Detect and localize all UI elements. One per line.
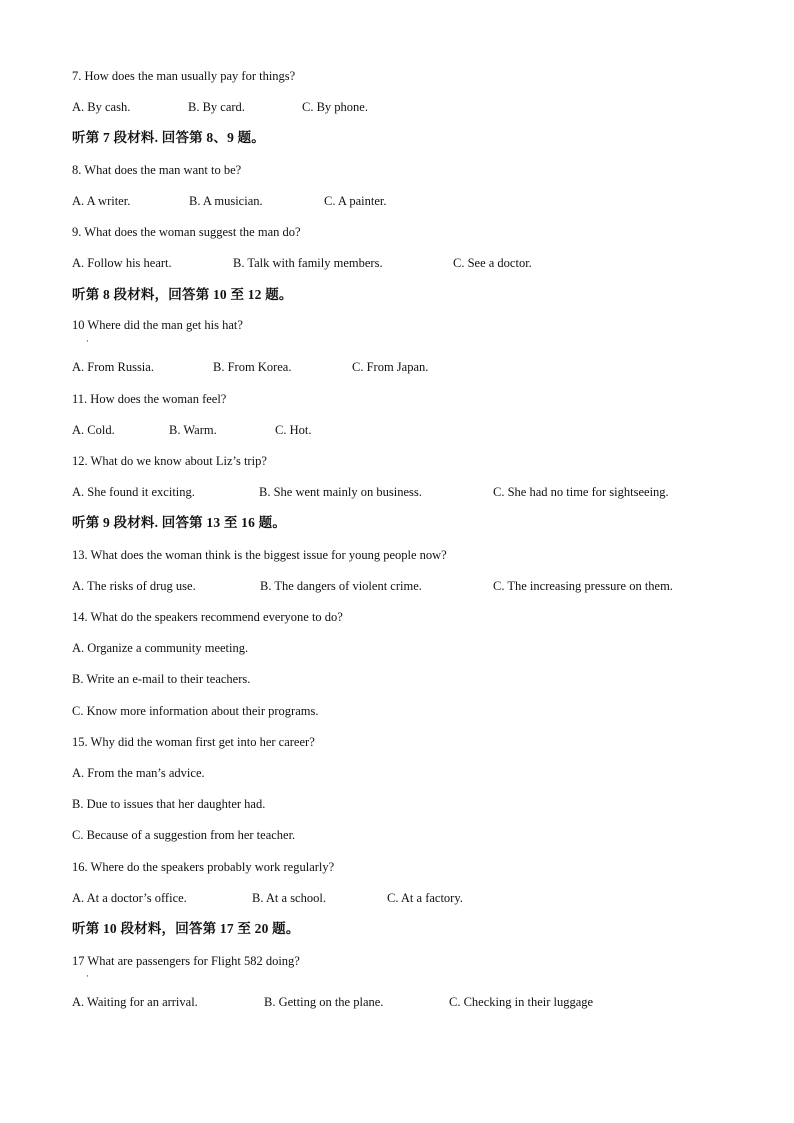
option-c: C. Know more information about their programs. — [72, 704, 319, 718]
question-text: 12. What do we know about Liz’s trip? — [72, 454, 267, 468]
section-heading-10: 听第 10 段材料，回答第 17 至 20 题。 — [72, 921, 300, 936]
question-text: 10 Where did the man get his hat? — [72, 318, 243, 332]
option-b: B. From Korea. — [213, 360, 292, 374]
option-b: B. She went mainly on business. — [259, 485, 422, 499]
option-a: A. Organize a community meeting. — [72, 641, 249, 655]
option-b: B. Getting on the plane. — [264, 995, 384, 1009]
options-row — [72, 99, 772, 115]
mark-dot: · — [86, 336, 89, 346]
option-b: B. Warm. — [169, 423, 217, 437]
option-c: C. A painter. — [324, 194, 387, 208]
section-heading-7: 听第 7 段材料. 回答第 8、9 题。 — [72, 130, 265, 145]
option-a: A. She found it exciting. — [72, 485, 195, 499]
question-text: 16. Where do the speakers probably work regularly? — [72, 860, 335, 874]
option-a: A. From the man’s advice. — [72, 766, 205, 780]
option-c: C. Hot. — [275, 423, 312, 437]
option-a: A. Cold. — [72, 423, 115, 437]
options-row — [72, 359, 772, 375]
option-c: C. She had no time for sightseeing. — [493, 485, 669, 499]
option-a: A. At a doctor’s office. — [72, 891, 187, 905]
option-b: B. The dangers of violent crime. — [260, 579, 422, 593]
option-b: B. By card. — [188, 100, 245, 114]
options-row — [72, 578, 772, 594]
section-heading-8: 听第 8 段材料，回答第 10 至 12 题。 — [72, 287, 293, 302]
section-heading-9: 听第 9 段材料. 回答第 13 至 16 题。 — [72, 515, 287, 530]
options-row — [72, 484, 772, 500]
options-row — [72, 193, 772, 209]
option-b: B. Due to issues that her daughter had. — [72, 797, 266, 811]
question-text: 17 What are passengers for Flight 582 doing? — [72, 954, 300, 968]
option-c: C. Checking in their luggage — [449, 995, 594, 1009]
question-text: 9. What does the woman suggest the man do? — [72, 225, 301, 239]
option-b: B. Write an e-mail to their teachers. — [72, 672, 251, 686]
question-text: 13. What does the woman think is the biggest issue for young people now? — [72, 548, 447, 562]
question-text: 7. How does the man usually pay for things? — [72, 69, 296, 83]
question-text: 15. Why did the woman first get into her career? — [72, 735, 315, 749]
question-text: 11. How does the woman feel? — [72, 392, 227, 406]
options-row — [72, 255, 772, 271]
option-b: B. At a school. — [252, 891, 326, 905]
question-text: 8. What does the man want to be? — [72, 163, 242, 177]
option-c: C. See a doctor. — [453, 256, 532, 270]
option-c: C. At a factory. — [387, 891, 463, 905]
option-a: A. By cash. — [72, 100, 131, 114]
option-c: C. The increasing pressure on them. — [493, 579, 673, 593]
option-a: A. A writer. — [72, 194, 131, 208]
options-row — [72, 422, 772, 438]
mark-dot: · — [86, 971, 89, 981]
option-c: C. Because of a suggestion from her teacher. — [72, 828, 296, 842]
options-row — [72, 890, 772, 906]
option-b: B. Talk with family members. — [233, 256, 383, 270]
option-c: C. By phone. — [302, 100, 368, 114]
question-text: 14. What do the speakers recommend everyone to do? — [72, 610, 343, 624]
option-b: B. A musician. — [189, 194, 263, 208]
option-a: A. Waiting for an arrival. — [72, 995, 198, 1009]
option-a: A. The risks of drug use. — [72, 579, 196, 593]
option-a: A. Follow his heart. — [72, 256, 172, 270]
option-c: C. From Japan. — [352, 360, 429, 374]
options-row — [72, 994, 772, 1010]
option-a: A. From Russia. — [72, 360, 154, 374]
